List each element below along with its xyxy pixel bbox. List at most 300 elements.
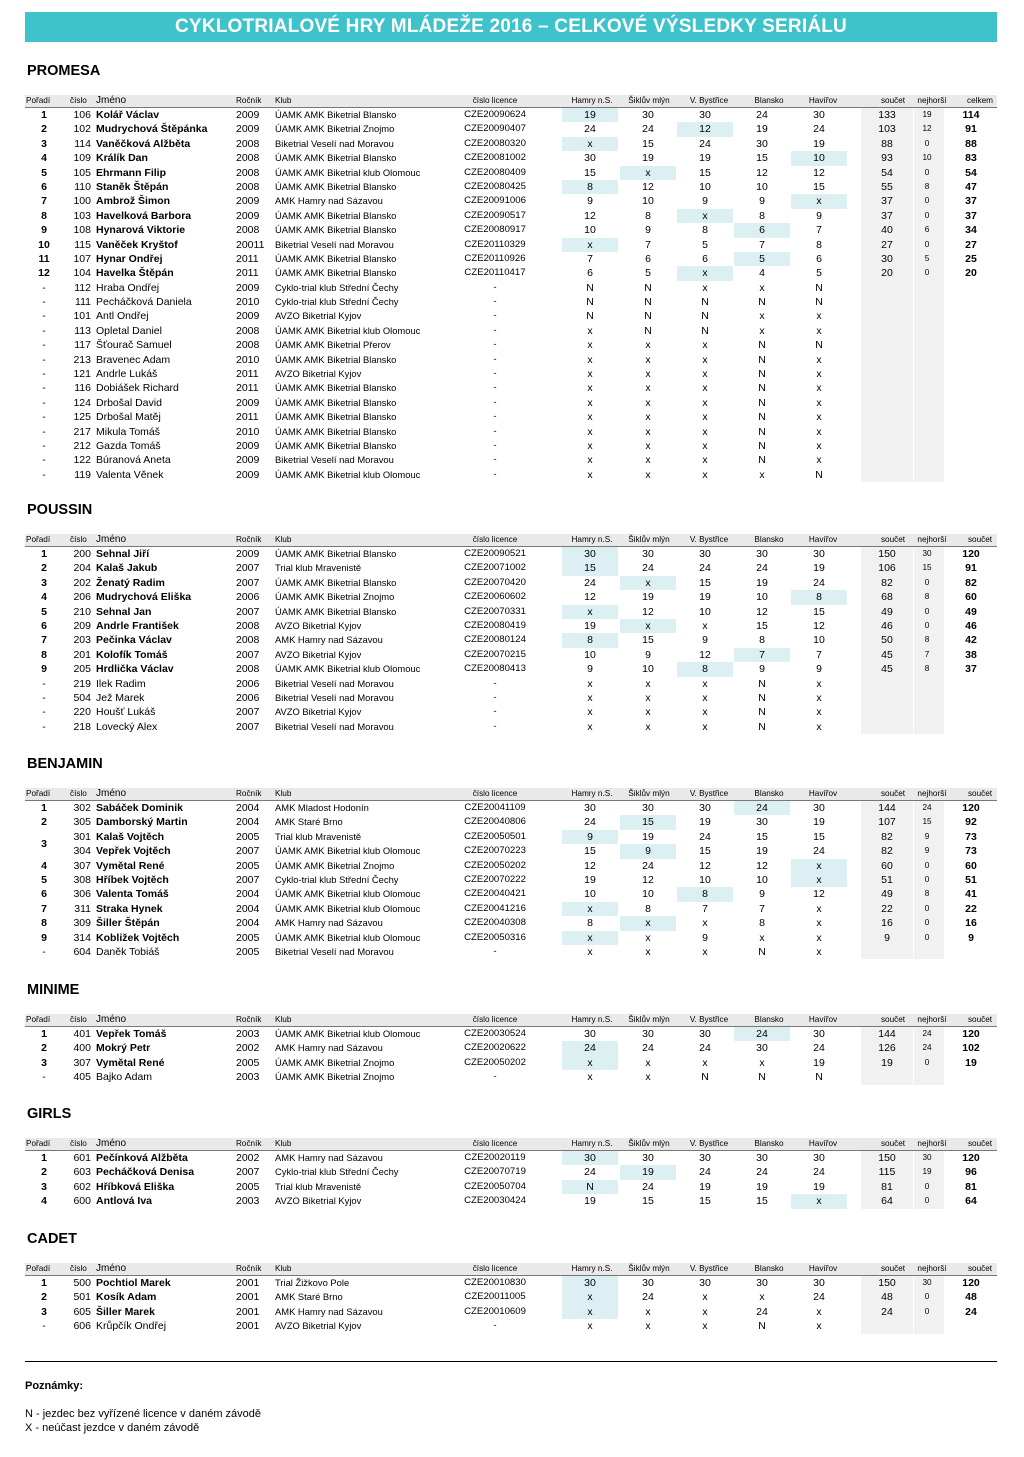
licence-cell: CZE20050202 — [464, 1056, 526, 1068]
column-header: součet — [880, 1264, 906, 1273]
column-header: Ročník — [236, 1139, 262, 1148]
name-cell: Búranová Aneta — [96, 454, 171, 467]
club-cell: ÚAMK AMK Biketrial Blansko — [275, 267, 397, 279]
results-table — [25, 1151, 997, 1209]
race-score-cell: 6 — [587, 267, 593, 280]
table-row — [25, 1041, 997, 1055]
table-row — [25, 887, 997, 901]
worst-cell: 0 — [924, 903, 930, 913]
name-cell: Vepřek Tomáš — [96, 1028, 167, 1040]
total-cell: 37 — [965, 195, 977, 208]
club-cell: ÚAMK AMK Biketrial Blansko — [275, 180, 397, 192]
race-score-cell: 10 — [813, 634, 825, 647]
race-score-cell: 15 — [756, 830, 768, 843]
rank-cell — [25, 837, 63, 851]
race-score-cell: 10 — [756, 180, 768, 193]
column-header: Klub — [275, 96, 292, 105]
results-table — [25, 547, 997, 734]
race-score-cell: x — [645, 368, 651, 381]
year-cell: 2003 — [236, 1028, 260, 1040]
year-cell: 20011 — [236, 238, 265, 251]
race-score-cell: N — [815, 339, 823, 352]
name-cell: Mudrychová Štěpánka — [96, 123, 208, 136]
race-score-cell: 5 — [816, 267, 822, 280]
sum-cell: 37 — [881, 195, 893, 208]
race-score-cell: 12 — [677, 122, 733, 136]
number-cell: 210 — [73, 605, 91, 618]
column-header: V. Bystřice — [689, 96, 729, 105]
rank-cell: - — [42, 296, 46, 309]
race-score-cell: 30 — [562, 547, 618, 561]
year-cell: 2009 — [236, 310, 260, 323]
table-row — [25, 633, 997, 647]
column-header: Šiklův mlýn — [628, 96, 670, 105]
race-score-cell: 19 — [584, 619, 596, 632]
race-score-cell: x — [702, 411, 708, 424]
total-cell: 64 — [965, 1195, 977, 1208]
worst-cell: 0 — [924, 1292, 930, 1302]
number-cell: 201 — [73, 648, 91, 661]
race-score-cell: x — [645, 691, 651, 704]
column-header: Havířov — [808, 1139, 838, 1148]
column-header: Jméno — [96, 1014, 127, 1025]
column-header: součet — [880, 535, 906, 544]
number-cell: 308 — [73, 873, 91, 886]
column-header: Klub — [275, 1139, 292, 1148]
club-cell: AMK Hamry nad Sázavou — [275, 1305, 383, 1317]
number-cell: 117 — [74, 339, 91, 352]
race-score-cell: 30 — [813, 109, 825, 121]
total-cell: 83 — [965, 152, 977, 165]
race-score-cell: 19 — [699, 152, 711, 165]
sum-cell — [861, 439, 913, 453]
club-cell: ÚAMK AMK Biketrial Blansko — [275, 209, 397, 221]
licence-cell: - — [493, 396, 497, 408]
licence-cell: CZE20080419 — [464, 619, 526, 631]
name-cell: Králík Dan — [96, 152, 148, 165]
table-row — [25, 945, 997, 959]
table-row — [25, 266, 997, 280]
licence-cell: - — [493, 1320, 497, 1332]
name-cell: Bravenec Adam — [96, 353, 171, 366]
column-header: Hamry n.S. — [571, 1264, 613, 1273]
club-cell: AVZO Biketrial Kyjov — [275, 619, 362, 631]
worst-cell: 10 — [922, 153, 932, 163]
column-header: Klub — [275, 1264, 292, 1273]
worst-cell: 15 — [922, 817, 932, 827]
worst-cell: 5 — [924, 253, 930, 263]
rank-cell: - — [42, 324, 46, 337]
race-score-cell: x — [587, 706, 593, 719]
race-score-cell: x — [702, 619, 708, 632]
name-cell: Gazda Tomáš — [96, 439, 161, 452]
club-cell: AMK Hamry nad Sázavou — [275, 634, 383, 646]
name-cell: Sehnal Jan — [96, 605, 152, 618]
table-row — [25, 295, 997, 309]
race-score-cell: x — [562, 1305, 618, 1319]
name-cell: Pochtiol Marek — [96, 1277, 171, 1289]
race-score-cell: x — [702, 691, 708, 704]
column-header: součet — [880, 1139, 906, 1148]
sum-cell: 51 — [881, 873, 893, 886]
worst-cell — [907, 468, 947, 482]
sum-cell: 88 — [881, 137, 893, 150]
rank-cell: 2 — [41, 816, 47, 829]
number-cell: 108 — [73, 224, 91, 237]
column-header: číslo licence — [472, 789, 518, 798]
table-row — [25, 324, 997, 338]
race-score-cell: 15 — [813, 180, 825, 193]
name-cell: Hrdlička Václav — [96, 663, 174, 676]
total-cell: 24 — [965, 1305, 977, 1318]
worst-cell: 15 — [922, 563, 932, 573]
race-score-cell: x — [816, 411, 822, 424]
table-header — [25, 1014, 997, 1027]
rank-cell: 12 — [38, 267, 50, 280]
race-score-cell: 24 — [642, 562, 654, 575]
club-cell: Trial klub Mravenistě — [275, 830, 362, 842]
total-cell: 25 — [965, 252, 977, 265]
worst-cell — [907, 945, 947, 959]
sum-cell: 82 — [881, 576, 893, 589]
table-row — [25, 1151, 997, 1165]
table-row — [25, 396, 997, 410]
race-score-cell: x — [587, 425, 593, 438]
race-score-cell: x — [645, 677, 651, 690]
worst-cell: 0 — [924, 620, 930, 630]
section-poussin — [25, 501, 997, 734]
race-score-cell: 24 — [813, 576, 825, 589]
rank-cell: - — [42, 368, 46, 381]
rank-cell: 1 — [41, 1277, 47, 1289]
rank-cell: - — [42, 706, 46, 719]
race-score-cell: N — [758, 1320, 766, 1333]
race-score-cell: 12 — [584, 859, 596, 872]
total-cell: 22 — [965, 902, 977, 915]
club-cell: ÚAMK AMK Biketrial Znojmo — [275, 1056, 395, 1068]
sum-cell: 107 — [878, 816, 896, 829]
year-cell: 2004 — [236, 917, 260, 930]
race-score-cell: N — [758, 720, 766, 733]
section-title: PROMESA — [27, 63, 101, 79]
column-header: Šiklův mlýn — [628, 1139, 670, 1148]
divider — [25, 1361, 997, 1362]
worst-cell: 0 — [924, 239, 930, 249]
race-score-cell: N — [815, 296, 823, 309]
race-score-cell: 19 — [813, 816, 825, 829]
race-score-cell: 24 — [642, 1291, 654, 1304]
table-row — [25, 576, 997, 590]
club-cell: Biketrial Veselí nad Moravou — [275, 945, 394, 957]
name-cell: Hříbková Eliška — [96, 1180, 175, 1193]
total-cell — [947, 705, 995, 719]
number-cell: 212 — [73, 439, 91, 452]
worst-cell: 24 — [922, 803, 932, 812]
sum-cell: 133 — [878, 109, 896, 121]
race-score-cell: 6 — [816, 252, 822, 265]
rank-cell: 3 — [41, 837, 47, 850]
race-score-cell: 30 — [756, 1042, 768, 1055]
race-score-cell: 15 — [813, 605, 825, 618]
column-header: nejhorší — [917, 535, 947, 544]
column-header: číslo — [70, 1015, 87, 1024]
rank-cell: - — [42, 353, 46, 366]
table-row — [25, 1276, 997, 1290]
name-cell: Andrle František — [96, 619, 179, 632]
race-score-cell: 12 — [584, 209, 596, 222]
rank-cell: 8 — [41, 917, 47, 930]
race-score-cell: x — [816, 902, 822, 915]
race-score-cell: 9 — [702, 195, 708, 208]
race-score-cell: 9 — [702, 634, 708, 647]
name-cell: Valenta Tomáš — [96, 888, 169, 901]
rank-cell: 5 — [41, 873, 47, 886]
race-score-cell: 19 — [584, 873, 596, 886]
sum-cell: 37 — [881, 209, 893, 222]
club-cell: Cyklo-trial klub Střední Čechy — [275, 873, 399, 885]
sum-cell: 45 — [881, 663, 893, 676]
total-cell: 46 — [965, 619, 977, 632]
race-score-cell: N — [815, 468, 823, 481]
licence-cell: - — [493, 945, 497, 957]
licence-cell: - — [493, 411, 497, 423]
worst-cell: 0 — [924, 1306, 930, 1316]
race-score-cell: 10 — [699, 873, 711, 886]
race-score-cell: x — [816, 454, 822, 467]
race-score-cell: N — [701, 1071, 709, 1084]
race-score-cell: x — [645, 720, 651, 733]
race-score-cell: 12 — [813, 888, 825, 901]
sum-cell: 49 — [881, 888, 893, 901]
licence-cell: CZE20050202 — [464, 859, 526, 871]
race-score-cell: x — [645, 411, 651, 424]
number-cell: 205 — [73, 663, 91, 676]
worst-cell — [907, 691, 947, 705]
race-score-cell: N — [758, 425, 766, 438]
club-cell: ÚAMK AMK Biketrial Blansko — [275, 548, 397, 559]
licence-cell: CZE20070420 — [464, 576, 526, 588]
race-score-cell: x — [702, 454, 708, 467]
table-row — [25, 844, 997, 858]
sum-cell: 22 — [881, 902, 893, 915]
year-cell: 2009 — [236, 281, 260, 294]
rank-cell: 1 — [41, 548, 47, 560]
worst-cell — [907, 720, 947, 734]
race-score-cell: 30 — [756, 548, 768, 560]
licence-cell: - — [493, 324, 497, 336]
table-row — [25, 1056, 997, 1070]
race-score-cell: x — [587, 411, 593, 424]
race-score-cell: 24 — [562, 1041, 618, 1055]
number-cell: 203 — [73, 634, 91, 647]
race-score-cell: N — [758, 411, 766, 424]
year-cell: 2005 — [236, 1056, 260, 1069]
race-score-cell: x — [702, 368, 708, 381]
worst-cell — [907, 453, 947, 467]
worst-cell: 0 — [924, 874, 930, 884]
year-cell: 2008 — [236, 339, 260, 352]
race-score-cell: 8 — [562, 180, 618, 194]
rank-cell: 9 — [41, 931, 47, 944]
total-cell: 54 — [965, 166, 977, 179]
table-row — [25, 166, 997, 180]
total-cell: 49 — [965, 605, 977, 618]
rank-cell: 11 — [38, 252, 50, 265]
column-header: číslo licence — [472, 1139, 518, 1148]
licence-cell: - — [493, 281, 497, 293]
rank-cell: 2 — [41, 123, 47, 136]
race-score-cell: x — [587, 468, 593, 481]
total-cell: 120 — [962, 1028, 980, 1040]
race-score-cell: 12 — [756, 605, 768, 618]
club-cell: ÚAMK AMK Biketrial Blansko — [275, 152, 397, 164]
race-score-cell: 12 — [642, 605, 654, 618]
licence-cell: CZE20040421 — [464, 888, 526, 900]
licence-cell: CZE20080320 — [464, 137, 526, 149]
rank-cell: 4 — [41, 152, 47, 165]
table-row — [25, 619, 997, 633]
rank-cell: - — [42, 1320, 46, 1333]
name-cell: Kolofík Tomáš — [96, 648, 168, 661]
worst-cell — [907, 295, 947, 309]
year-cell: 2008 — [236, 180, 260, 193]
sum-cell — [861, 309, 913, 323]
race-score-cell: 9 — [759, 663, 765, 676]
year-cell: 2010 — [236, 296, 260, 309]
sum-cell — [861, 367, 913, 381]
name-cell: Hynar Ondřej — [96, 252, 163, 265]
worst-cell: 8 — [924, 181, 930, 191]
race-score-cell: 6 — [734, 223, 790, 237]
year-cell: 2004 — [236, 816, 260, 829]
race-score-cell: 12 — [699, 648, 711, 661]
race-score-cell: x — [587, 454, 593, 467]
club-cell: Cyklo-trial klub Střední Čechy — [275, 296, 399, 308]
year-cell: 2004 — [236, 888, 260, 901]
race-score-cell: 9 — [759, 195, 765, 208]
race-score-cell: N — [758, 353, 766, 366]
number-cell: 301 — [73, 830, 91, 843]
race-score-cell: x — [645, 396, 651, 409]
year-cell: 2006 — [236, 677, 260, 690]
race-score-cell: 30 — [699, 1028, 711, 1040]
table-row — [25, 252, 997, 266]
column-header: Hamry n.S. — [571, 96, 613, 105]
rank-cell: 1 — [41, 1152, 47, 1164]
column-header: Pořadí — [26, 96, 51, 105]
name-cell: Šťourač Samuel — [96, 339, 172, 352]
club-cell: AVZO Biketrial Kyjov — [275, 368, 362, 380]
licence-cell: CZE20090521 — [464, 548, 526, 559]
table-row — [25, 916, 997, 930]
number-cell: 103 — [73, 209, 91, 222]
year-cell: 2001 — [236, 1291, 260, 1304]
race-score-cell: 6 — [645, 252, 651, 265]
year-cell: 2007 — [236, 720, 260, 733]
race-score-cell: 9 — [816, 663, 822, 676]
column-header: Blansko — [754, 1264, 784, 1273]
race-score-cell: N — [758, 1071, 766, 1084]
column-header: Jméno — [96, 1263, 127, 1274]
total-cell: 81 — [965, 1180, 977, 1193]
rank-cell: 3 — [41, 1180, 47, 1193]
licence-cell: CZE20030424 — [464, 1195, 526, 1207]
year-cell: 2009 — [236, 195, 260, 208]
rank-cell: 2 — [41, 1042, 47, 1055]
race-score-cell: N — [758, 706, 766, 719]
licence-cell: - — [493, 425, 497, 437]
sum-cell: 144 — [878, 802, 896, 814]
worst-cell: 8 — [924, 889, 930, 899]
race-score-cell: 10 — [699, 180, 711, 193]
race-score-cell: N — [701, 324, 709, 337]
race-score-cell: 19 — [813, 1180, 825, 1193]
race-score-cell: 15 — [699, 1195, 711, 1208]
race-score-cell: 15 — [642, 634, 654, 647]
club-cell: ÚAMK AMK Biketrial klub Olomouc — [275, 888, 421, 900]
licence-cell: CZE20070719 — [464, 1166, 526, 1178]
table-row — [25, 353, 997, 367]
race-score-cell: x — [620, 166, 676, 180]
year-cell: 2007 — [236, 706, 260, 719]
club-cell: Biketrial Veselí nad Moravou — [275, 691, 394, 703]
worst-cell: 0 — [924, 210, 930, 220]
rank-cell: - — [42, 720, 46, 733]
licence-cell: CZE20050316 — [464, 931, 526, 943]
total-cell: 73 — [965, 845, 977, 858]
club-cell: ÚAMK AMK Biketrial klub Olomouc — [275, 902, 421, 914]
name-cell: Ilek Radim — [96, 677, 146, 690]
club-cell: AMK Mladost Hodonín — [275, 802, 369, 813]
number-cell: 218 — [73, 720, 91, 733]
number-cell: 604 — [73, 945, 91, 958]
race-score-cell: 24 — [756, 562, 768, 575]
total-cell — [947, 295, 995, 309]
name-cell: Hynarová Viktorie — [96, 224, 186, 237]
race-score-cell: x — [791, 1194, 847, 1208]
year-cell: 2010 — [236, 425, 260, 438]
licence-cell: CZE20110329 — [464, 238, 526, 250]
licence-cell: CZE20110926 — [464, 252, 526, 264]
year-cell: 2011 — [236, 382, 259, 395]
race-score-cell: 10 — [756, 591, 768, 604]
race-score-cell: 15 — [584, 166, 596, 179]
number-cell: 213 — [73, 353, 91, 366]
rank-cell: 3 — [41, 576, 47, 589]
number-cell: 307 — [73, 1056, 91, 1069]
licence-cell: CZE20080425 — [464, 180, 526, 192]
race-score-cell: x — [816, 691, 822, 704]
race-score-cell: x — [562, 1290, 618, 1304]
name-cell: Hříbek Vojtěch — [96, 873, 169, 886]
total-cell: 92 — [965, 816, 977, 829]
club-cell: ÚAMK AMK Biketrial Znojmo — [275, 859, 395, 871]
column-header: číslo — [70, 789, 87, 798]
club-cell: ÚAMK AMK Biketrial Blansko — [275, 411, 397, 423]
column-header: součet — [967, 1015, 993, 1024]
race-score-cell: 9 — [645, 648, 651, 661]
year-cell: 2005 — [236, 945, 260, 958]
race-score-cell: x — [816, 945, 822, 958]
race-score-cell: x — [645, 339, 651, 352]
race-score-cell: 8 — [645, 902, 651, 915]
table-row — [25, 902, 997, 916]
race-score-cell: 24 — [642, 123, 654, 136]
licence-cell: CZE20010609 — [464, 1305, 526, 1317]
number-cell: 102 — [73, 123, 91, 136]
year-cell: 2006 — [236, 691, 260, 704]
club-cell: AVZO Biketrial Kyjov — [275, 1320, 362, 1332]
